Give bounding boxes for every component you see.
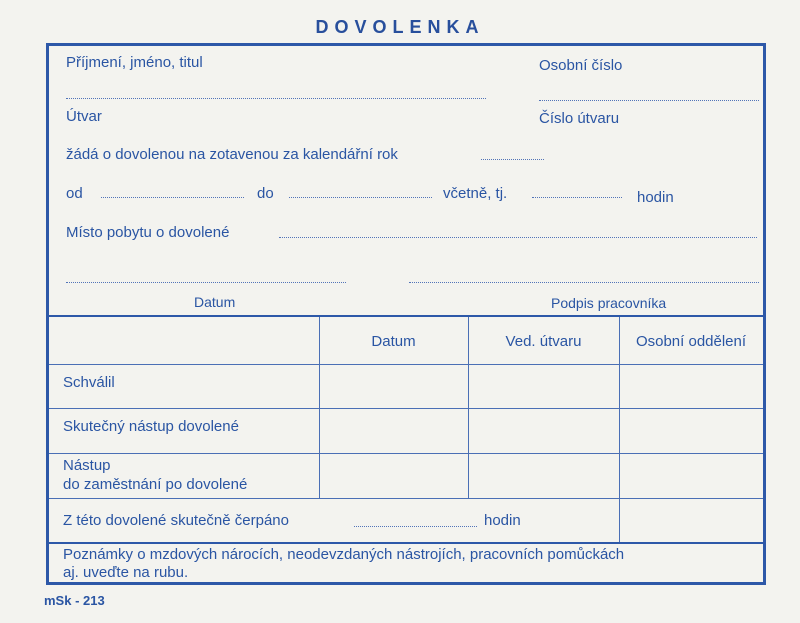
hours-field[interactable] [532,197,622,198]
row-label-approved: Schválil [63,374,115,391]
stay-place-field[interactable] [279,237,757,238]
request-text: žádá o dovolenou na zotavenou za kalendářní rok [66,146,398,163]
unit-label: Útvar [66,108,102,125]
name-label: Příjmení, jméno, titul [66,54,203,71]
row-divider [49,453,763,454]
taken-label: Z této dovolené skutečně čerpáno [63,512,289,529]
row-divider [49,408,763,409]
from-date-field[interactable] [101,197,244,198]
taken-hours-label: hodin [484,512,521,529]
row-label-return-line1: Nástup [63,457,111,474]
to-label: do [257,185,274,202]
taken-hours-field[interactable] [354,526,477,527]
notes-line1: Poznámky o mzdových nárocích, neodevzdaných nástrojích, pracovních pomůckách [63,546,625,563]
from-label: od [66,185,83,202]
hours-label: hodin [637,189,674,206]
inclusive-label: včetně, tj. [443,185,508,202]
date-caption: Datum [194,294,236,310]
row-divider [49,498,763,499]
row-divider [49,364,763,365]
personal-number-field[interactable] [539,100,759,101]
stay-place-label: Místo pobytu o dovolené [66,224,230,241]
form-code: mSk - 213 [44,593,105,608]
unit-number-label: Číslo útvaru [539,110,620,127]
notes-divider [49,542,763,544]
row-label-return-line2: do zaměstnání po dovolené [63,476,248,493]
row-label-actual-start: Skutečný nástup dovolené [63,418,239,435]
table-top-border [49,315,763,317]
column-header-date: Datum [371,333,416,350]
year-field[interactable] [481,159,544,160]
name-field[interactable] [66,98,486,99]
column-header-personnel: Osobní oddělení [635,333,747,350]
notes-line2: aj. uveďte na rubu. [63,564,189,581]
form-title: DOVOLENKA [315,17,485,37]
signature-field[interactable] [409,282,759,283]
column-header-unit-head: Ved. útvaru [505,333,582,350]
date-field[interactable] [66,282,346,283]
to-date-field[interactable] [289,197,432,198]
signature-caption: Podpis pracovníka [551,295,667,311]
column-divider [619,317,620,544]
personal-number-label: Osobní číslo [539,57,623,74]
vacation-form [46,43,766,585]
